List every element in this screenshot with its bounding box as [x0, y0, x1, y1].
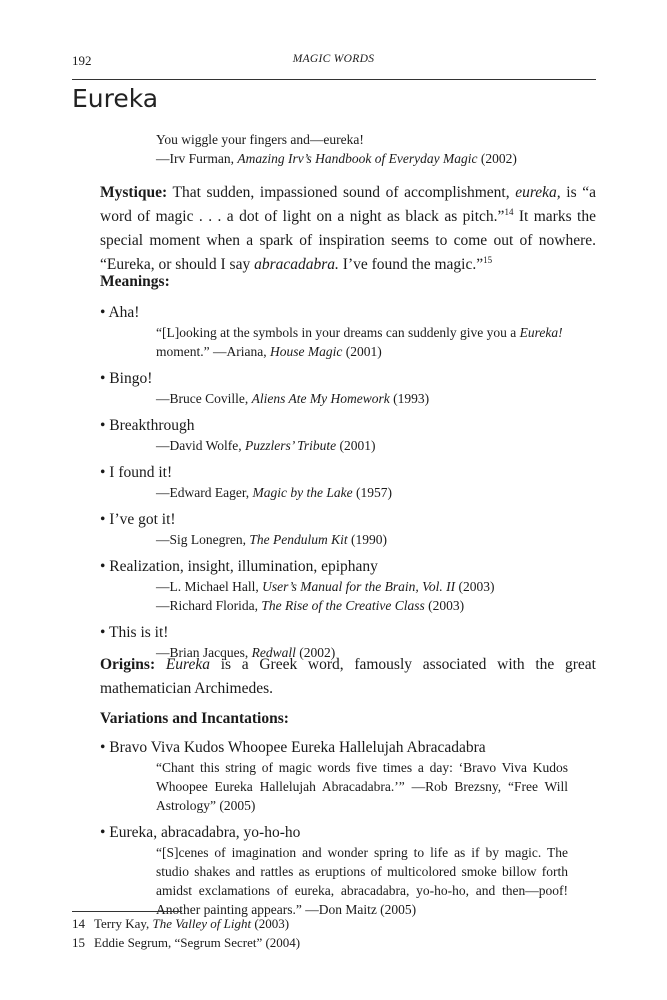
- meaning-term: • Bingo!: [100, 370, 153, 387]
- variations-heading: Variations and Incantations:: [100, 710, 289, 727]
- footnotes: [72, 914, 300, 952]
- meaning-attribution: —Brian Jacques, Redwall (2002): [156, 645, 336, 660]
- list-item: [100, 557, 596, 615]
- footnote-ref-15[interactable]: 15: [483, 254, 493, 265]
- meaning-term: • Breakthrough: [100, 417, 195, 434]
- meaning-attribution: —Edward Eager, Magic by the Lake (1957): [156, 485, 393, 500]
- meaning-term: • I’ve got it!: [100, 511, 176, 528]
- list-item: [100, 463, 596, 502]
- meaning-attribution: —Richard Florida, The Rise of the Creative Class (2003): [156, 598, 465, 613]
- variation-quote: “Chant this string of magic words five times a day: ‘Bravo Viva Kudos Whoopee Eureka Hallelujah Abracadabra.’” —Rob Brezsny, “Free Will Astrology” (2005): [156, 760, 568, 813]
- page-number: 192: [72, 53, 92, 68]
- meaning-term: • This is it!: [100, 624, 169, 641]
- meaning-attribution: —L. Michael Hall, User’s Manual for the Brain, Vol. II (2003): [156, 579, 495, 594]
- meanings-heading: Meanings:: [100, 273, 170, 290]
- variation-quote: “[S]cenes of imagination and wonder spring to life as if by magic. The studio shakes and rattles as eruptions of multicolored smoke billow forth amidst exclamations of eureka, abracadabra, yo-ho-ho, and then—poof! Another painting appears.” —Don Maitz (2005): [156, 845, 568, 917]
- variation-term: • Eureka, abracadabra, yo-ho-ho: [100, 824, 301, 841]
- meaning-attribution: —Sig Lonegren, The Pendulum Kit (1990): [156, 532, 387, 547]
- list-item: [100, 369, 596, 408]
- footnote-14: 14 Terry Kay, The Valley of Light (2003): [72, 916, 290, 931]
- meaning-attribution: —David Wolfe, Puzzlers’ Tribute (2001): [156, 438, 376, 453]
- entry-title: Eureka: [72, 84, 159, 113]
- running-title: MAGIC WORDS: [292, 53, 375, 65]
- mystique-heading: Mystique:: [100, 184, 168, 201]
- epigraph-line: You wiggle your fingers and—eureka!: [156, 132, 364, 147]
- origins-paragraph: Origins: Eureka is a Greek word, famously associated with the great mathematician Archimedes.: [100, 656, 596, 697]
- epigraph-attribution: —Irv Furman, Amazing Irv’s Handbook of Everyday Magic (2002): [156, 151, 517, 166]
- list-item: [100, 303, 596, 361]
- list-item: [100, 510, 596, 549]
- list-item: [100, 823, 596, 919]
- variation-term: • Bravo Viva Kudos Whoopee Eureka Hallelujah Abracadabra: [100, 739, 486, 756]
- footnote-15: 15 Eddie Segrum, “Segrum Secret” (2004): [72, 935, 301, 950]
- origins-heading: Origins:: [100, 656, 156, 673]
- meanings-list: [100, 303, 596, 670]
- list-item: [100, 738, 596, 815]
- footnote-rule: [72, 911, 182, 912]
- meaning-term: • Aha!: [100, 304, 140, 321]
- header-rule: [72, 79, 596, 80]
- variations-list: [100, 738, 596, 927]
- list-item: [100, 416, 596, 455]
- meaning-attribution: —Bruce Coville, Aliens Ate My Homework (1993): [156, 391, 430, 406]
- meaning-term: • Realization, insight, illumination, epiphany: [100, 558, 378, 575]
- mystique-paragraph: Mystique: That sudden, impassioned sound of accomplishment, eureka, is “a word of magic . . . a dot of light on a night as black as pitch.”$^{14}$ It marks the special moment when a spark of inspiration seems to come out of nowhere. “Eureka, or should I say abracadabra. I’ve found the magic.”$^{15}$: [100, 184, 596, 273]
- meaning-quote: “[L]ooking at the symbols in your dreams can suddenly give you a Eureka! moment.” —Ariana, House Magic (2001): [156, 325, 563, 359]
- epigraph: [156, 130, 576, 168]
- footnote-ref-14[interactable]: 14: [504, 206, 514, 217]
- meaning-term: • I found it!: [100, 464, 173, 481]
